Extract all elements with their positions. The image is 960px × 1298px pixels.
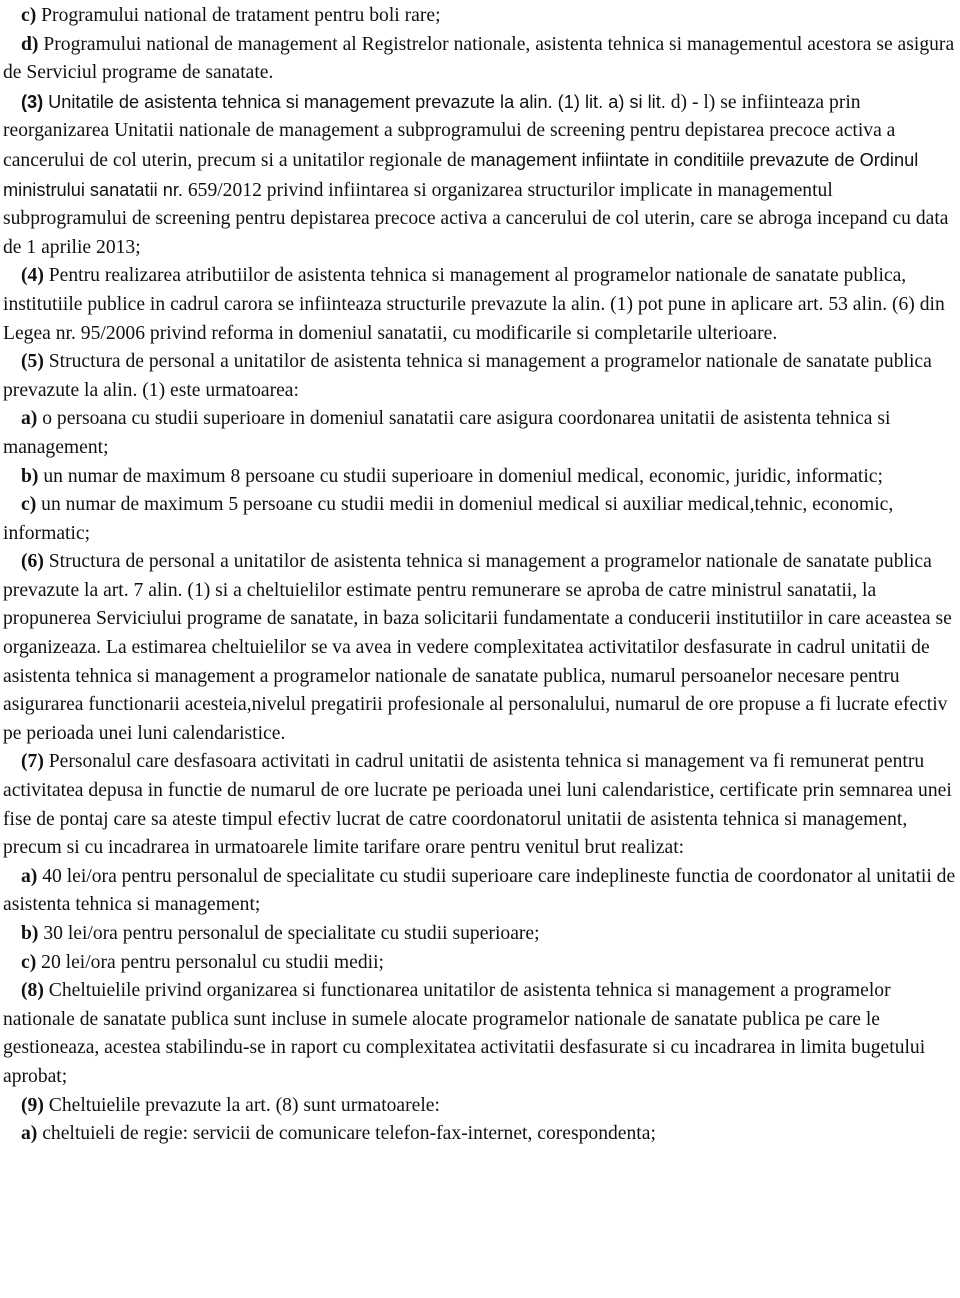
paragraph-7 (3, 748, 958, 862)
paragraph-text-part-3: management infiintate in conditiile prevazute de Ordinul ministrului sanatatii nr. (3, 149, 919, 200)
paragraph-7-item-b (3, 920, 958, 949)
item-label: b) (21, 465, 39, 487)
paragraph-text: Cheltuielile prevazute la art. (8) sunt urmatoarele: (48, 1094, 440, 1116)
paragraph-6 (3, 548, 958, 748)
paragraph-text-part-1: Unitatile de asistenta tehnica si management prevazute la alin. (1) lit. a) si lit. (48, 91, 666, 112)
paragraph-text-part-4: 659/2012 privind infiintarea si organizarea structurilor implicate in managementul subprogramului de screening pentru depistarea precoce activa a cancerului de col uterin, care se abroga incepand cu data de 1 aprilie 2013; (3, 179, 949, 258)
paragraph-text-part-2: d) - l) se infiinteaza prin reorganizarea Unitatii nationale de management a subprogramului de screening pentru depistarea precoce activa a cancerului de col uterin, precum si a unitatilor regionale de (3, 91, 896, 171)
paragraph-text: Personalul care desfasoara activitati in cadrul unitatii de asistenta tehnica si management va fi remunerat pentru activitatea depusa in functie de numarul de ore lucrate pe perioada unei luni calendaristice, certificate prin semnarea unei fise de pontaj care sa ateste timpul efectiv lucrat de catre coordonatorul unitatii de asistenta tehnica si management, precum si cu incadrarea in urmatoarele limite tarifare orare pentru venitul brut realizat: (3, 751, 952, 859)
item-label: c) (21, 5, 37, 26)
paragraph-4 (3, 262, 958, 348)
item-text: 20 lei/ora pentru personalul cu studii medii; (41, 951, 384, 973)
item-label: d) (21, 33, 39, 55)
item-text: un numar de maximum 8 persoane cu studii superioare in domeniul medical, economic, juridic, informatic; (43, 465, 883, 487)
paragraph-text: Structura de personal a unitatilor de asistenta tehnica si management a programelor nationale de sanatate publica prevazute la art. 7 alin. (1) si a cheltuielilor estimate pentru remunerare se aproba de catre ministrul sanatatii, la propunerea Serviciului programe de sanatate, in baza solicitarii fundamentate a conducerii institutiilor in care aceastea se organizeaza. La estimarea cheltuielilor se va avea in vedere complexitatea activitatilor desfasurate in cadrul unitatii de asistenta tehnica si management a programelor nationale de sanatate publica, numarul persoanelor necesare pentru asigurarea functionarii acesteia,nivelul pregatirii profesionale al personalului, numarul de ore propuse a fi lucrate efectiv pe perioada unei luni calendaristice. (3, 551, 952, 744)
item-text: cheltuieli de regie: servicii de comunicare telefon-fax-internet, corespondenta; (42, 1123, 656, 1145)
item-text: 30 lei/ora pentru personalul de specialitate cu studii superioare; (43, 923, 540, 944)
paragraph-label: (6) (21, 551, 44, 573)
paragraph-label: (5) (21, 351, 44, 373)
paragraph-text: Pentru realizarea atributiilor de asistenta tehnica si management al programelor nationale de sanatate publica, institutiile publice in cadrul carora se infiinteaza structurile prevazute la alin. (1) pot pune in aplicare art. 53 alin. (6) din Legea nr. 95/2006 privind reforma in domeniul sanatatii, cu modificarile si completarile ulterioare. (3, 265, 945, 344)
item-d (3, 31, 958, 88)
item-label: a) (21, 1123, 38, 1145)
paragraph-label: (9) (21, 1094, 44, 1116)
paragraph-label: (7) (21, 751, 44, 773)
paragraph-label: (3) (21, 91, 44, 112)
paragraph-label: (8) (21, 980, 44, 1002)
paragraph-label: (4) (21, 265, 44, 287)
paragraph-3 (3, 88, 958, 263)
item-text: o persoana cu studii superioare in domeniul sanatatii care asigura coordonarea unitatii de asistenta tehnica si management; (3, 408, 891, 458)
item-label: a) (21, 865, 38, 887)
item-label: c) (21, 494, 37, 516)
item-label: c) (21, 951, 37, 973)
paragraph-text: Cheltuielile privind organizarea si functionarea unitatilor de asistenta tehnica si management a programelor nationale de sanatate publica sunt incluse in sumele alocate programelor nationale de sanatate publica pe care le gestioneaza, acestea stabilindu-se in raport cu complexitatea activitatii desfasurate si cu incadrarea in limita bugetului aprobat; (3, 980, 926, 1087)
item-text: Programului national de management al Registrelor nationale, asistenta tehnica si managementul acestora se asigura de Serviciul programe de sanatate. (3, 33, 955, 84)
paragraph-5 (3, 348, 958, 405)
paragraph-8 (3, 977, 958, 1091)
item-c (3, 2, 958, 31)
paragraph-5-item-b (3, 463, 958, 492)
item-text: Programului national de tratament pentru boli rare; (41, 5, 441, 26)
paragraph-5-item-c (3, 491, 958, 548)
item-label: b) (21, 923, 39, 944)
item-label: a) (21, 408, 38, 430)
item-text: un numar de maximum 5 persoane cu studii medii in domeniul medical si auxiliar medical,tehnic, economic, informatic; (3, 494, 894, 544)
paragraph-9-item-a (3, 1120, 958, 1149)
paragraph-text: Structura de personal a unitatilor de asistenta tehnica si management a programelor nationale de sanatate publica prevazute la alin. (1) este urmatoarea: (3, 351, 932, 401)
paragraph-9 (3, 1092, 958, 1121)
paragraph-5-item-a (3, 405, 958, 462)
item-text: 40 lei/ora pentru personalul de specialitate cu studii superioare care indeplineste functia de coordonator al unitatii de asistenta tehnica si management; (3, 865, 956, 916)
paragraph-7-item-c (3, 949, 958, 978)
paragraph-7-item-a (3, 863, 958, 920)
